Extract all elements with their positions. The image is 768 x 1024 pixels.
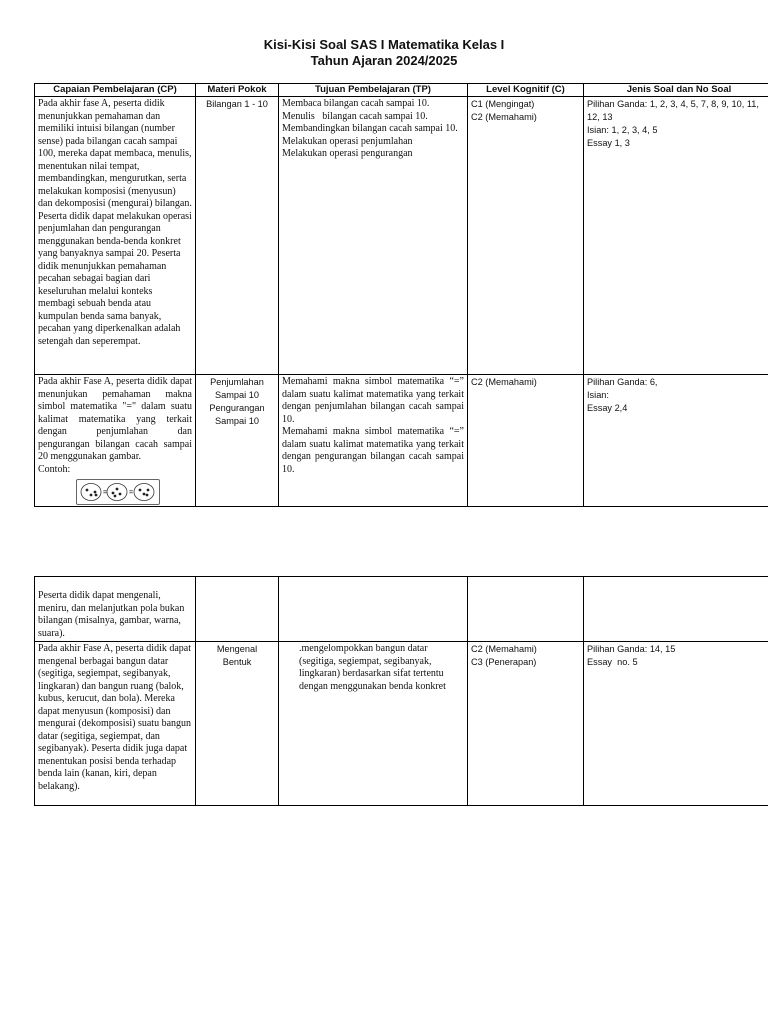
level-line: C2 (Memahami)	[471, 112, 537, 122]
materi-cell	[196, 97, 279, 375]
cp-cell	[35, 642, 196, 806]
cp-cell	[35, 577, 196, 642]
tp-line: Melakukan operasi pengurangan	[282, 148, 413, 159]
jenis-line: Essay 1, 3	[587, 138, 630, 148]
table-row	[35, 642, 768, 806]
header-materi: Materi Pokok	[196, 84, 279, 97]
document-subtitle: Tahun Ajaran 2024/2025	[310, 53, 458, 68]
jenis-cell	[584, 642, 768, 806]
tp-line: Menulis bilangan cacah sampai 10.	[282, 110, 428, 122]
jenis-line: Isian:	[587, 390, 609, 400]
tp-line: Membandingkan bilangan cacah sampai 10.	[282, 123, 458, 134]
materi-line: Penjumlahan	[210, 377, 264, 387]
svg-text:=: =	[129, 489, 134, 497]
header-level: Level Kognitif (C)	[468, 84, 584, 97]
level-cell	[468, 97, 584, 375]
level-line: C2 (Memahami)	[471, 644, 537, 654]
level-line: C3 (Penerapan)	[471, 657, 537, 667]
materi-line: Sampai 10	[215, 416, 259, 426]
tp-line: Memahami makna simbol matematika “=” dalam suatu kalimat matematika yang terkait dengan pengurangan bilangan cacah sampai 10.	[282, 426, 464, 475]
jenis-cell	[584, 577, 768, 642]
header-cp: Capaian Pembelajaran (CP)	[35, 84, 196, 97]
cp-text: Pada akhir fase A, peserta didik menunjukkan pemahaman dan memiliki intuisi bilangan (number sense) pada bilangan cacah sampai 100, mereka dapat membaca, menulis, menentukan nilai tempat, membandingkan, mengurutkan, serta melakukan komposisi (menyusun) dan dekomposisi (mengurai) bilangan. Peserta didik dapat melakukan operasi penjumlahan dan pengurangan menggunakan benda-benda konkret yang banyaknya sampai 20. Peserta didik menunjukkan pemahaman pecahan sebagai bagian dari keseluruhan melalui konteks membagi sebuah benda atau kumpulan benda sama banyak, pecahan yang diperkenalkan adalah setengah dan seperempat.	[38, 98, 192, 347]
header-jenis: Jenis Soal dan No Soal	[584, 84, 768, 97]
table-header-row	[35, 84, 768, 97]
level-cell	[468, 642, 584, 806]
materi-cell	[196, 642, 279, 806]
jenis-line: Pilihan Ganda: 6,	[587, 377, 658, 387]
svg-text:=: =	[103, 489, 108, 497]
level-cell	[468, 577, 584, 642]
example-dots-image	[76, 479, 160, 505]
level-cell	[468, 375, 584, 507]
jenis-cell	[584, 375, 768, 507]
document-title: Kisi-Kisi Soal SAS I Matematika Kelas I	[263, 37, 505, 52]
tp-cell	[279, 97, 468, 375]
jenis-line: Essay no. 5	[587, 657, 638, 667]
jenis-cell	[584, 97, 768, 375]
cp-text: Peserta didik dapat mengenali, meniru, dan melanjutkan pola bukan bilangan (misalnya, gambar, warna, suara).	[38, 590, 185, 639]
cp-text: Pada akhir Fase A, peserta didik dapat menunjukan pemahaman makna simbol matematika "=" dalam suatu kalimat matematika yang terkait dengan penjumlahan dan pengurangan bilangan cacah sampai 20 menggunakan gambar.	[38, 376, 192, 462]
materi-line: Pengurangan	[209, 403, 265, 413]
materi-cell	[196, 375, 279, 507]
kisi-kisi-table-continued	[34, 576, 768, 806]
jenis-line: Isian: 1, 2, 3, 4, 5	[587, 125, 658, 135]
jenis-line: Essay 2,4	[587, 403, 628, 413]
tp-line: Memahami makna simbol matematika “=” dalam suatu kalimat matematika yang terkait dengan penjumlahan bilangan cacah sampai 10.	[282, 376, 464, 425]
tp-line: Melakukan operasi penjumlahan	[282, 135, 413, 147]
tp-line: Membaca bilangan cacah sampai 10.	[282, 98, 430, 109]
tp-cell	[279, 375, 468, 507]
materi-line: Bentuk	[222, 657, 252, 667]
tp-line: .mengelompokkan bangun datar (segitiga, segiempat, segibanyak, lingkaran) berdasarkan sifat tertentu dengan menggunakan benda konkret	[299, 643, 446, 692]
cp-text: Pada akhir Fase A, peserta didik dapat mengenal berbagai bangun datar (segitiga, segiempat, segibanyak, lingkaran) dan bangun ruang (balok, kubus, kerucut, dan bola). Mereka dapat menyusun (komposisi) dan mengurai (dekomposisi) suatu bangun datar (segitiga, segiempat, dan segibanyak). Peserta didik juga dapat menentukan posisi benda terhadap benda lain (kanan, kiri, depan belakang).	[38, 643, 192, 792]
materi-line: Bilangan 1 - 10	[206, 99, 268, 109]
cp-contoh-label: Contoh:	[38, 463, 71, 475]
cp-cell	[35, 375, 196, 507]
cp-cell	[35, 97, 196, 375]
jenis-line: Pilihan Ganda: 14, 15	[587, 644, 676, 654]
header-tp: Tujuan Pembelajaran (TP)	[279, 84, 468, 97]
materi-line: Mengenal	[216, 644, 258, 654]
level-line: C1 (Mengingat)	[471, 99, 535, 109]
table-row	[35, 375, 768, 507]
tp-cell	[279, 577, 468, 642]
jenis-line: Pilihan Ganda: 1, 2, 3, 4, 5, 7, 8, 9, 10, 11, 12, 13	[587, 99, 759, 122]
level-line: C2 (Memahami)	[471, 377, 537, 387]
materi-cell	[196, 577, 279, 642]
table-row	[35, 97, 768, 375]
materi-line: Sampai 10	[215, 390, 259, 400]
table-row	[35, 577, 768, 642]
tp-cell	[279, 642, 468, 806]
kisi-kisi-table	[34, 83, 768, 507]
